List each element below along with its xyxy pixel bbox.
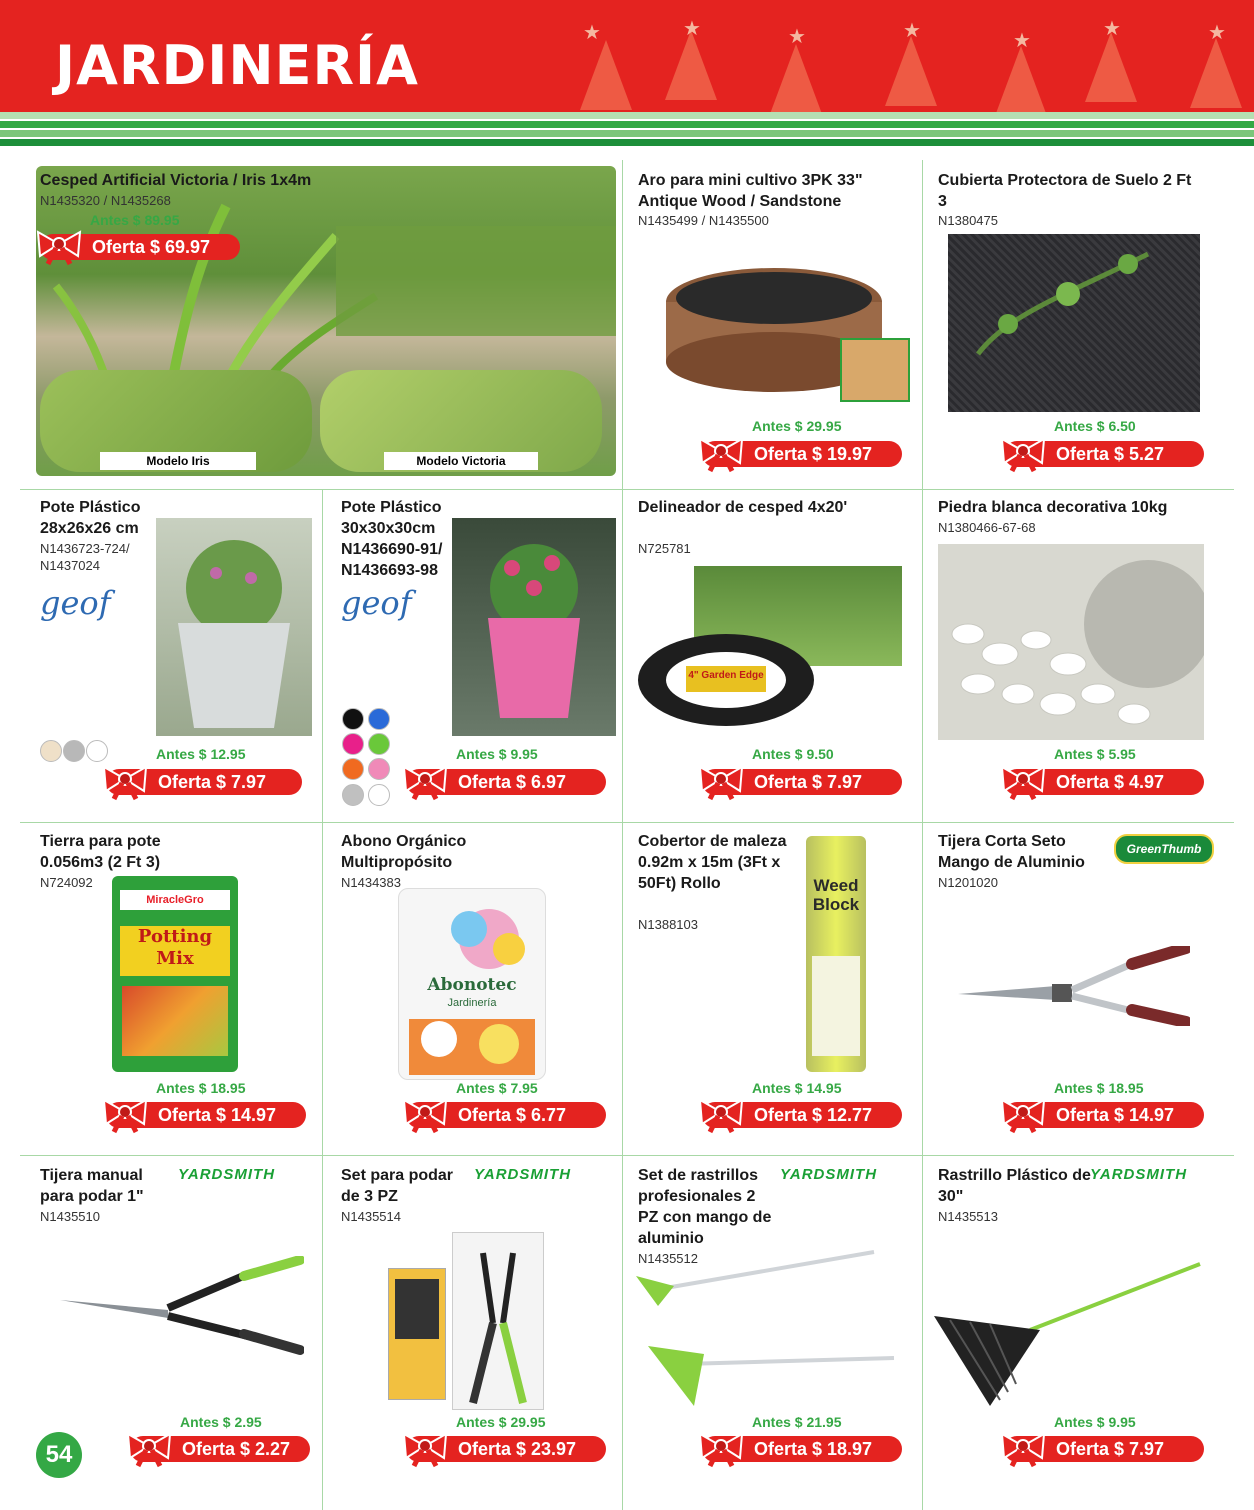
grid-divider bbox=[922, 160, 923, 1510]
offer-badge bbox=[106, 1102, 306, 1128]
price-offer: Oferta $ 5.27 bbox=[1056, 444, 1165, 464]
price-offer: Oferta $ 18.97 bbox=[754, 1439, 873, 1459]
yardsmith-logo: YARDSMITH bbox=[1090, 1166, 1188, 1183]
price-before: Antes $ 12.95 bbox=[156, 746, 246, 762]
greenthumb-logo: GreenThumb bbox=[1114, 834, 1214, 864]
pack-brand: MiracleGro bbox=[120, 890, 230, 910]
offer-badge bbox=[1004, 1436, 1204, 1462]
product-name: Set de rastrillos profesionales 2 PZ con mango de aluminio bbox=[638, 1167, 772, 1247]
header-stripes bbox=[0, 112, 1254, 156]
product-name: Delineador de cesped 4x20' bbox=[638, 499, 848, 516]
rake-set-image bbox=[634, 1246, 914, 1406]
color-swatch bbox=[342, 758, 364, 780]
christmas-tree-icon bbox=[1190, 38, 1242, 108]
ground-cover-image bbox=[948, 234, 1200, 412]
price-offer: Oferta $ 12.77 bbox=[754, 1105, 873, 1125]
yardsmith-logo: YARDSMITH bbox=[474, 1166, 572, 1183]
bow-icon bbox=[124, 1428, 174, 1468]
product-name: Pote Plástico 30x30x30cm N1436690-91/ N1436693-98 bbox=[341, 499, 443, 579]
offer-badge bbox=[40, 234, 240, 260]
pink-pot-image bbox=[452, 518, 616, 736]
offer-badge bbox=[702, 1436, 902, 1462]
bow-icon bbox=[696, 433, 746, 473]
color-swatch bbox=[368, 733, 390, 755]
price-offer: Oferta $ 6.97 bbox=[458, 772, 567, 792]
offer-badge bbox=[702, 1102, 902, 1128]
price-before: Antes $ 29.95 bbox=[752, 418, 842, 434]
label-modelo-victoria: Modelo Victoria bbox=[384, 452, 538, 470]
fertilizer-bag-image bbox=[398, 888, 546, 1080]
grid-divider bbox=[20, 822, 1234, 823]
product-code: N1435320 / N1435268 bbox=[40, 193, 171, 208]
star-icon: ★ bbox=[903, 20, 921, 42]
product-code: N1388103 bbox=[638, 917, 698, 932]
bow-icon bbox=[400, 1428, 450, 1468]
product-name: Aro para mini cultivo 3PK 33" Antique Wood / Sandstone bbox=[638, 172, 863, 210]
star-icon: ★ bbox=[1013, 30, 1031, 52]
offer-badge bbox=[406, 1102, 606, 1128]
pack-title: Potting Mix bbox=[120, 926, 230, 976]
price-offer: Oferta $ 19.97 bbox=[754, 444, 873, 464]
page-title: JARDINERÍA bbox=[55, 34, 419, 97]
price-offer: Oferta $ 14.97 bbox=[1056, 1105, 1175, 1125]
price-before: Antes $ 6.50 bbox=[1054, 418, 1136, 434]
product-name: Cobertor de maleza 0.92m x 15m (3Ft x 50Ft) Rollo bbox=[638, 833, 787, 892]
sandstone-swatch bbox=[840, 338, 910, 402]
pack-title: Weed Block bbox=[812, 876, 860, 914]
offer-badge bbox=[702, 769, 902, 795]
bow-icon bbox=[400, 761, 450, 801]
lawn-edging-image bbox=[636, 630, 816, 730]
offer-badge bbox=[406, 769, 606, 795]
price-offer: Oferta $ 69.97 bbox=[92, 237, 211, 257]
color-swatch bbox=[368, 784, 390, 806]
star-icon: ★ bbox=[583, 22, 601, 44]
yardsmith-logo: YARDSMITH bbox=[178, 1166, 276, 1183]
offer-badge bbox=[130, 1436, 310, 1462]
product-code: N725781 bbox=[638, 541, 691, 556]
star-icon: ★ bbox=[1103, 18, 1121, 40]
white-stones-image bbox=[938, 544, 1204, 740]
product-code: N1435510 bbox=[40, 1209, 100, 1224]
price-before: Antes $ 2.95 bbox=[180, 1414, 262, 1430]
geof-logo: geof bbox=[40, 584, 111, 622]
offer-badge bbox=[106, 769, 302, 795]
price-before: Antes $ 14.95 bbox=[752, 1080, 842, 1096]
bow-icon bbox=[998, 1428, 1048, 1468]
grid-divider bbox=[322, 490, 323, 1510]
product-name: Cesped Artificial Victoria / Iris 1x4m bbox=[40, 172, 312, 189]
product-name: Cubierta Protectora de Suelo 2 Ft 3 bbox=[938, 172, 1192, 210]
bow-icon bbox=[998, 761, 1048, 801]
product-name: Piedra blanca decorativa 10kg bbox=[938, 499, 1168, 516]
grid-divider bbox=[622, 160, 623, 1510]
bow-icon bbox=[100, 1094, 150, 1134]
product-name: Abono Orgánico Multipropósito bbox=[341, 833, 467, 871]
yardsmith-logo: YARDSMITH bbox=[780, 1166, 878, 1183]
price-offer: Oferta $ 23.97 bbox=[458, 1439, 577, 1459]
plastic-rake-image bbox=[930, 1260, 1210, 1410]
color-swatch bbox=[342, 733, 364, 755]
geof-logo: geof bbox=[341, 584, 412, 622]
christmas-tree-icon bbox=[770, 44, 822, 112]
pruning-shears-image bbox=[58, 1256, 304, 1356]
product-code: N1201020 bbox=[938, 875, 998, 890]
star-icon: ★ bbox=[788, 26, 806, 48]
christmas-tree-icon bbox=[1085, 32, 1137, 102]
offer-badge bbox=[406, 1436, 606, 1462]
product-name: Set para podar de 3 PZ bbox=[341, 1167, 454, 1205]
price-offer: Oferta $ 7.97 bbox=[1056, 1439, 1165, 1459]
price-before: Antes $ 9.95 bbox=[1054, 1414, 1136, 1430]
price-before: Antes $ 89.95 bbox=[90, 212, 180, 228]
price-offer: Oferta $ 7.97 bbox=[754, 772, 863, 792]
bow-icon bbox=[998, 1094, 1048, 1134]
bow-icon bbox=[998, 433, 1048, 473]
pruning-set-pack-image bbox=[452, 1232, 544, 1410]
pack-title: Abonotec bbox=[427, 975, 517, 995]
color-swatch bbox=[342, 784, 364, 806]
price-before: Antes $ 18.95 bbox=[156, 1080, 246, 1096]
product-code: N1434383 bbox=[341, 875, 401, 890]
product-code: N1435514 bbox=[341, 1209, 401, 1224]
price-before: Antes $ 7.95 bbox=[456, 1080, 538, 1096]
product-code: N1435512 bbox=[638, 1251, 698, 1266]
product-name: Rastrillo Plástico de 30" bbox=[938, 1167, 1091, 1205]
bow-icon bbox=[696, 1428, 746, 1468]
product-code: N1380475 bbox=[938, 213, 998, 228]
offer-badge bbox=[1004, 1102, 1204, 1128]
page-header bbox=[0, 0, 1254, 112]
bow-icon bbox=[100, 761, 150, 801]
offer-badge bbox=[702, 441, 902, 467]
pruner-pack-image bbox=[388, 1268, 446, 1400]
bow-icon bbox=[696, 761, 746, 801]
pack-subtitle: Jardinería bbox=[447, 997, 497, 1009]
price-offer: Oferta $ 2.27 bbox=[182, 1439, 291, 1459]
product-code: N1436723-724/ N1437024 bbox=[40, 541, 130, 573]
star-icon: ★ bbox=[1208, 22, 1226, 44]
christmas-tree-icon bbox=[580, 40, 632, 110]
bow-icon bbox=[34, 226, 84, 266]
price-before: Antes $ 9.50 bbox=[752, 746, 834, 762]
color-swatch bbox=[40, 740, 62, 762]
christmas-tree-icon bbox=[995, 46, 1047, 112]
pack-label: 4" Garden Edge bbox=[688, 670, 764, 681]
color-swatch bbox=[63, 740, 85, 762]
price-before: Antes $ 21.95 bbox=[752, 1414, 842, 1430]
weed-block-roll-image bbox=[806, 836, 866, 1072]
product-name: Pote Plástico 28x26x26 cm bbox=[40, 499, 141, 537]
price-offer: Oferta $ 7.97 bbox=[158, 772, 267, 792]
color-swatch bbox=[86, 740, 108, 762]
product-code: N1435513 bbox=[938, 1209, 998, 1224]
color-swatch bbox=[368, 758, 390, 780]
product-code: N1380466-67-68 bbox=[938, 520, 1036, 535]
star-icon: ★ bbox=[683, 18, 701, 40]
product-name: Tijera manual para podar 1" bbox=[40, 1167, 144, 1205]
product-name: Tierra para pote 0.056m3 (2 Ft 3) bbox=[40, 833, 161, 871]
offer-badge bbox=[1004, 441, 1204, 467]
color-swatch bbox=[368, 708, 390, 730]
offer-badge bbox=[1004, 769, 1204, 795]
product-code: N724092 bbox=[40, 875, 93, 890]
price-offer: Oferta $ 14.97 bbox=[158, 1105, 277, 1125]
page-number: 54 bbox=[36, 1432, 82, 1478]
grid-divider bbox=[20, 489, 1234, 490]
gray-pot-image bbox=[156, 518, 312, 736]
bow-icon bbox=[400, 1094, 450, 1134]
price-before: Antes $ 5.95 bbox=[1054, 746, 1136, 762]
price-before: Antes $ 29.95 bbox=[456, 1414, 546, 1430]
potting-mix-bag-image bbox=[112, 876, 238, 1072]
price-offer: Oferta $ 6.77 bbox=[458, 1105, 567, 1125]
price-before: Antes $ 18.95 bbox=[1054, 1080, 1144, 1096]
label-modelo-iris: Modelo Iris bbox=[100, 452, 256, 470]
product-name: Tijera Corta Seto Mango de Aluminio bbox=[938, 833, 1085, 871]
christmas-tree-icon bbox=[885, 36, 937, 106]
color-swatch bbox=[342, 708, 364, 730]
hedge-shears-image bbox=[956, 946, 1190, 1026]
price-offer: Oferta $ 4.97 bbox=[1056, 772, 1165, 792]
grid-divider bbox=[20, 1155, 1234, 1156]
price-before: Antes $ 9.95 bbox=[456, 746, 538, 762]
bow-icon bbox=[696, 1094, 746, 1134]
product-code: N1435499 / N1435500 bbox=[638, 213, 769, 228]
